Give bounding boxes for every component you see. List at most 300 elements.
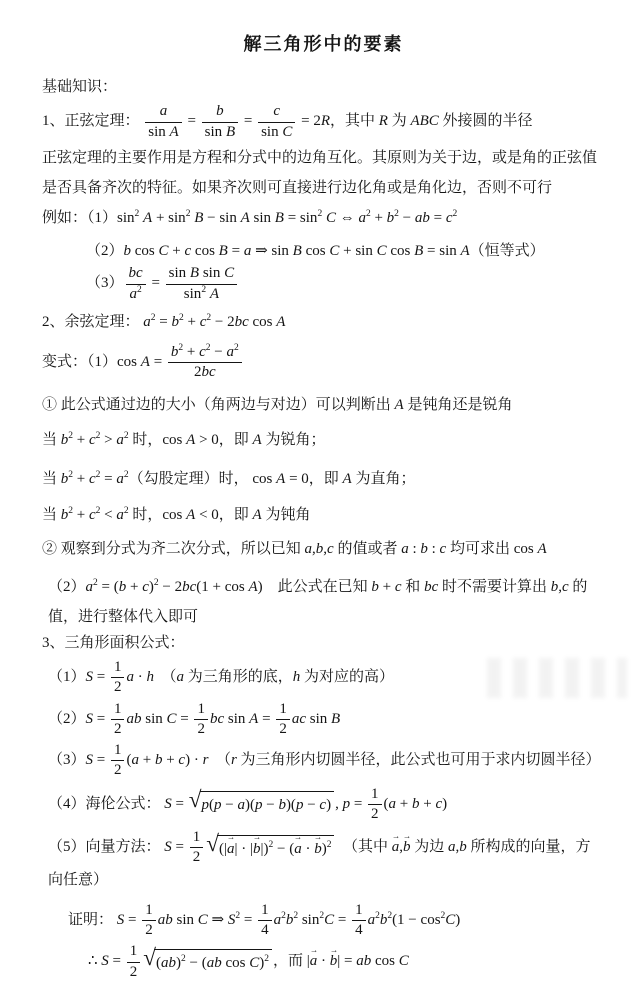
denominator [111,720,125,738]
variable: A [249,710,259,727]
formula-cosA-variant [42,342,605,384]
math-text: − [398,209,415,226]
variable: p [254,797,263,814]
denominator [258,123,295,141]
variable: a [85,578,94,595]
variable: bc [209,710,225,727]
math-text: = [147,275,164,292]
radical-icon: √ [188,787,202,814]
variable: b [170,344,179,360]
math-text: + [183,313,200,330]
variable: C [324,911,335,928]
case-obtuse-angle [42,504,605,527]
math-text: 为三角形内切圆半径，此公式也可用于求内切圆半径） [236,752,601,769]
math-text: 外接圆的半径 [438,113,533,130]
variable: a [358,209,366,226]
math-text: − ( [273,840,295,857]
superscript: 2 [201,284,207,295]
function-name: sin [172,911,198,928]
math-text: 为对应的高） [300,669,395,686]
math-text: = [149,354,166,371]
math-text: + [183,344,200,360]
math-text: , [455,839,460,856]
function-name: sin [261,123,283,140]
math-text: （3） [48,752,86,769]
fraction [145,103,181,141]
variable: ac [291,710,306,727]
variable: C [325,209,336,226]
variable: ab [157,911,173,928]
math-text: 3、三角形面积公式： [42,634,185,651]
variable: b [60,471,69,487]
math-text: ① 此公式通过边的大小（角两边与对边）可以判断出 [42,396,395,413]
variable: c [178,752,186,769]
math-text: = 0，即 [285,471,343,487]
function-name: cos [162,507,187,524]
math-text: 2 [113,762,122,779]
variable: A [252,507,262,524]
superscript: 2 [235,910,241,921]
function-name: sin [168,265,190,282]
variable: b [550,578,559,595]
variable: b [118,578,127,595]
superscript: 2 [150,312,156,323]
math-text: )( [285,797,296,814]
denominator [127,963,141,981]
numerator [111,659,125,678]
function-name: sin [439,243,461,259]
fraction [168,344,242,382]
math-text: （1） [48,669,86,686]
function-name: sin [219,209,241,226]
math-text: 证明： [68,911,117,928]
variable: S [227,911,236,928]
variable: b [379,911,388,928]
superscript: 2 [181,953,186,964]
function-name: sin [141,710,167,727]
page-title: 解三角形中的要素 [243,34,404,54]
math-text: − [221,797,238,814]
fraction [126,265,146,303]
math-text: 1 [113,659,122,675]
variable: a [237,797,245,814]
square-root [188,787,334,817]
denominator [258,921,272,939]
math-text: = [171,795,188,812]
math-text: − ( [185,954,207,971]
math-text: , [335,795,343,812]
math-text: ( [383,795,389,812]
math-text: （3） [86,275,124,292]
math-text: < [100,507,117,524]
function-name: cos [248,313,277,330]
superscript: 2 [95,506,101,517]
variable: c [88,471,96,487]
math-text: − 2 [158,578,183,595]
variable: B [194,209,204,226]
superscript: 2 [178,343,184,353]
variable: c [184,243,192,259]
variable: C [166,710,177,727]
variable: C [376,243,387,259]
area-formula-sine [42,699,605,741]
superscript: 2 [394,208,399,219]
superscript: 2 [68,430,74,441]
area-formula-heron [42,784,605,826]
math-text: 均可求出 [446,540,514,557]
variable: a [176,669,184,686]
variable: c [273,103,281,120]
variable: S [101,953,109,970]
variable: p [295,797,304,814]
superscript: 2 [68,506,74,517]
math-text: 时， [128,431,163,448]
variable: bc [182,578,197,595]
math-text: ) [321,840,327,857]
variable: c [88,507,96,524]
variable: a [116,507,124,524]
fraction [190,829,204,867]
variable: b [278,797,286,814]
superscript: 2 [293,910,299,921]
variable: b [420,540,428,557]
variable: a [126,669,134,686]
denominator [352,921,366,939]
math-text: ( [156,954,162,971]
variable: c [199,313,207,330]
denominator [142,921,156,939]
superscript: 2 [68,470,74,480]
superscript: 2 [317,208,323,219]
radicand [200,791,335,817]
math-text: （勾股定理）时， [128,471,253,487]
math-text: ) [455,911,461,928]
variable: b [216,103,224,120]
variable: c [562,578,569,595]
square-root [206,830,334,861]
variable: a [131,752,139,769]
variable: bc [424,578,439,595]
area-formula-inradius [42,740,605,782]
radical-icon: √ [206,830,219,857]
function-name: sin [117,209,135,226]
variable: b [285,911,294,928]
math-text: 1 [261,901,269,918]
math-text: （2） [48,578,86,595]
math-text: + [162,752,179,769]
variable: bc [234,313,249,330]
numerator [276,701,290,720]
fraction [352,902,366,940]
superscript: 2 [134,208,140,219]
math-text: , [399,839,403,856]
variable: r [202,752,209,769]
case-right-angle [42,468,605,491]
math-text: + [73,507,89,524]
variable: b [371,578,379,595]
heading-basics [42,76,605,99]
variable: b [459,839,467,856]
math-text: ( [126,752,132,769]
fraction [258,902,272,940]
function-name: sin [305,710,331,727]
proof-step-1 [42,900,605,942]
math-text: （恒等式） [469,243,545,259]
math-text: ) [176,954,182,971]
function-name: cos [252,471,277,487]
math-text: + [126,578,143,595]
variable: B [274,209,284,226]
formula-cosA-variant-2 [42,572,605,632]
math-text: ⇔ [335,209,359,226]
math-text: ) [326,797,332,814]
example-2-projection [42,240,605,263]
variable: S [85,752,94,769]
variable: ab [161,954,177,971]
math-text: < 0，即 [195,507,253,524]
variable: a [226,344,235,360]
variable: A [209,285,219,302]
math-text: − 2 [211,313,235,330]
math-text: （ [208,752,231,769]
variable: a [116,431,124,448]
math-text: 1 [192,829,201,845]
math-text: = [429,209,446,226]
variable: a [243,243,252,259]
math-text: + [370,209,387,226]
variable: C [398,953,409,970]
math-text: > [100,431,117,448]
numerator [190,829,204,848]
function-name: sin [224,710,250,727]
variable: b [60,431,69,448]
variable: p [201,797,209,814]
math-text: 时， [128,507,163,524]
math-text: = [171,839,188,856]
math-text: , [558,578,562,595]
math-text: 2 [197,720,205,737]
vector-variable: a → [310,950,318,973]
superscript: 2 [365,208,371,219]
math-text: − [203,209,220,226]
math-text: · [133,669,147,686]
math-text: + [138,752,155,769]
math-text: 2 [279,720,287,737]
math-text: 1 [129,943,138,960]
function-name: sin [299,209,318,226]
math-text: 2 [192,849,201,866]
math-text: 1 [197,700,205,717]
variable: B [225,123,236,140]
variable: C [329,243,340,259]
variable: a [448,839,456,856]
variable: S [164,795,172,812]
variable: S [85,710,94,727]
variable: A [537,540,547,557]
variable: B [414,243,424,259]
function-name: sin [183,285,202,302]
math-text: , [312,540,316,557]
function-name: sin [168,209,186,226]
math-text: + [396,795,413,812]
variable: B [292,243,302,259]
variable: A [342,471,352,487]
math-text: : [408,540,421,557]
fraction [111,742,125,780]
variable: A [460,243,470,259]
variable: C [197,911,208,928]
variable: a [367,911,376,928]
math-text: = [350,795,367,812]
superscript: 2 [205,343,211,353]
math-text: )( [244,797,255,814]
variable: ABC [410,113,439,130]
math-text: |) [260,840,269,857]
variable: A [143,209,153,226]
math-text: 为 [387,113,411,130]
function-name: sin [249,209,275,226]
fraction [276,701,290,739]
fraction [111,701,125,739]
variable: b [315,540,324,557]
numerator [258,103,295,122]
function-name: sin [204,123,226,140]
fraction [258,103,295,141]
math-text: 为直角； [351,471,416,487]
fraction [368,786,382,824]
math-text: : [427,540,440,557]
math-text: + [378,578,395,595]
variable: c [319,797,327,814]
math-text: 2 [371,805,379,822]
variable: A [140,354,150,371]
denominator [368,805,382,823]
denominator [190,848,204,866]
denominator [145,123,181,141]
variable: a [143,313,151,330]
numerator [127,943,141,962]
variable: p [214,797,222,814]
variable: c [435,795,443,812]
variable: b [60,507,69,524]
function-name: cos [301,243,330,259]
math-text: 2、余弦定理： [42,313,144,330]
variable: a [388,795,397,812]
superscript: 2 [95,430,101,441]
math-text: + [168,243,185,259]
variable: a [273,911,282,928]
function-name: sin [271,243,293,259]
math-text: 1、正弦定理： [42,113,144,130]
radicand [154,949,272,975]
variable: a [304,540,313,557]
vector-variable: a → [392,836,400,859]
math-text: + [73,471,89,487]
function-name: sin [199,265,225,282]
variable: c [199,344,206,360]
math-text: ② 观察到分式为齐二次分式，所以已知 [42,540,305,557]
math-text: 为钝角 [261,507,311,524]
numerator [194,701,208,720]
variable: bc [128,265,143,282]
variable: b [412,795,420,812]
math-text: ) [442,795,448,812]
fraction [166,265,237,303]
variable: bc [201,364,216,381]
variable: c [439,540,447,557]
math-text: = [93,710,109,727]
fraction [194,701,208,739]
variable: c [88,431,96,448]
math-text: (1 + [196,578,225,595]
variable: A [276,313,286,330]
function-name: cos [371,953,399,970]
case-acute-angle [42,429,605,452]
math-text: = [183,113,200,130]
math-text: ，而 | [273,953,310,970]
math-text: · [317,953,330,970]
math-text: ∴ [88,953,102,970]
denominator [111,761,125,779]
math-text: + [73,431,89,448]
area-formula-vector [42,827,605,892]
radical-icon: √ [143,944,157,971]
variable: h [292,669,301,686]
math-text: = [334,911,351,928]
math-text: 是钝角还是锐角 [403,396,513,413]
math-text: = [93,752,109,769]
denominator [126,285,146,303]
numerator [368,786,382,805]
math-text: （ [153,669,177,686]
superscript: 2 [93,577,98,588]
math-text: 2 [129,963,138,980]
variable: a [159,103,168,120]
variable: C [224,265,235,282]
math-text: 例如：（1） [42,209,118,226]
math-text: = ( [97,578,119,595]
variable: A [248,578,258,595]
superscript: 2 [178,312,184,323]
math-text: + [419,795,436,812]
variable: c [142,578,149,595]
superscript: 2 [281,910,286,921]
math-text: 时不需要计算出 [438,578,551,595]
math-text: ) 此公式在已知 [257,578,372,595]
variable: A [240,209,250,226]
math-text: 2 [113,679,122,696]
variable: B [218,243,228,259]
variable: S [85,669,94,686]
function-name: cos [386,243,415,259]
math-text: 1 [113,700,122,717]
denominator [194,720,208,738]
math-text: 1 [279,700,287,717]
math-text: | · | [234,840,254,857]
math-text: 当 [42,471,61,487]
function-name: cos [221,954,250,971]
superscript: 2 [123,430,129,441]
numerator [145,103,181,122]
math-text: （其中 [335,839,392,856]
superscript: 2 [440,910,446,921]
math-text: 当 [42,431,61,448]
variable: C [282,123,293,140]
variable: S [116,911,125,928]
variable: A [276,471,286,487]
math-text: ⇒ [251,243,272,259]
math-text: 所构成的向量，方向任意） [48,839,591,888]
